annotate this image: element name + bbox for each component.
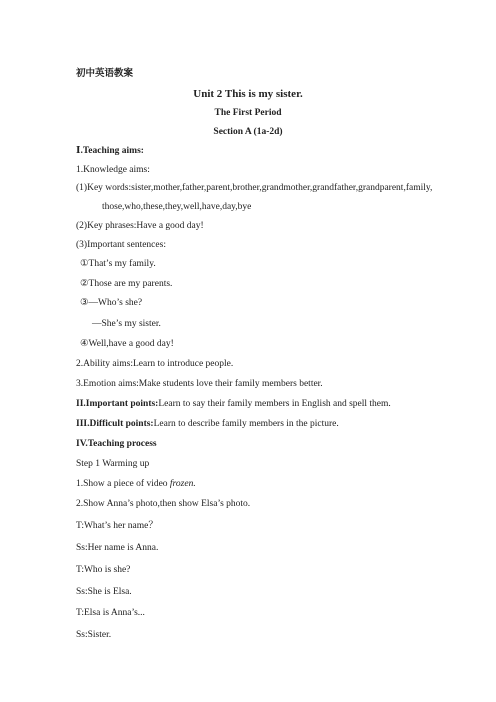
dialogue-line: T:Who is she? bbox=[76, 565, 131, 575]
teaching-process-heading: IV.Teaching process bbox=[76, 439, 157, 449]
difficult-points-label: III.Difficult points: bbox=[76, 419, 154, 429]
sentence-3-reply: —She’s my sister. bbox=[92, 319, 161, 329]
page-title: Unit 2 This is my sister. bbox=[193, 88, 303, 100]
important-sentences: (3)Important sentences: bbox=[76, 240, 166, 250]
emotion-aims: 3.Emotion aims:Make students love their family members better. bbox=[76, 379, 323, 389]
key-phrases: (2)Key phrases:Have a good day! bbox=[76, 221, 204, 231]
step-1: Step 1 Warming up bbox=[76, 459, 150, 469]
dialogue-line: Ss:She is Elsa. bbox=[76, 587, 132, 597]
knowledge-aims: 1.Knowledge aims: bbox=[76, 165, 150, 175]
difficult-points bbox=[76, 418, 339, 430]
sentence-2: ②Those are my parents. bbox=[80, 279, 173, 289]
sentence-1: ①That’s my family. bbox=[80, 259, 156, 269]
key-words-line2: those,who,these,they,well,have,day,bye bbox=[102, 202, 252, 212]
show-photo: 2.Show Anna’s photo,then show Elsa’s photo. bbox=[76, 499, 251, 509]
dialogue-line: T:What’s her name？ bbox=[76, 521, 158, 531]
document-header: 初中英语教案 bbox=[76, 69, 134, 79]
show-video-title: frozen. bbox=[169, 479, 196, 489]
difficult-points-text: Learn to describe family members in the picture. bbox=[153, 419, 339, 429]
dialogue-line: Ss:Her name is Anna. bbox=[76, 543, 159, 553]
dialogue-line: T:Elsa is Anna’s... bbox=[76, 608, 145, 618]
key-words-line1: (1)Key words:sister,mother,father,parent,brother,grandmother,grandfather,grandparent,family, bbox=[76, 183, 433, 193]
ability-aims: 2.Ability aims:Learn to introduce people. bbox=[76, 359, 234, 369]
sentence-3: ③—Who’s she? bbox=[80, 298, 143, 308]
show-video bbox=[76, 478, 196, 490]
show-video-text: 1.Show a piece of video bbox=[76, 479, 170, 489]
important-points-text: Learn to say their family members in English and spell them. bbox=[158, 399, 391, 409]
period-title: The First Period bbox=[214, 108, 282, 118]
teaching-aims-heading: Ⅰ.Teaching aims: bbox=[76, 146, 144, 156]
dialogue-line: Ss:Sister. bbox=[76, 630, 112, 640]
sentence-4: ④Well,have a good day! bbox=[80, 339, 174, 349]
section-title: Section A (1a-2d) bbox=[213, 127, 283, 137]
important-points-label: II.Important points: bbox=[76, 399, 159, 409]
important-points bbox=[76, 398, 391, 410]
